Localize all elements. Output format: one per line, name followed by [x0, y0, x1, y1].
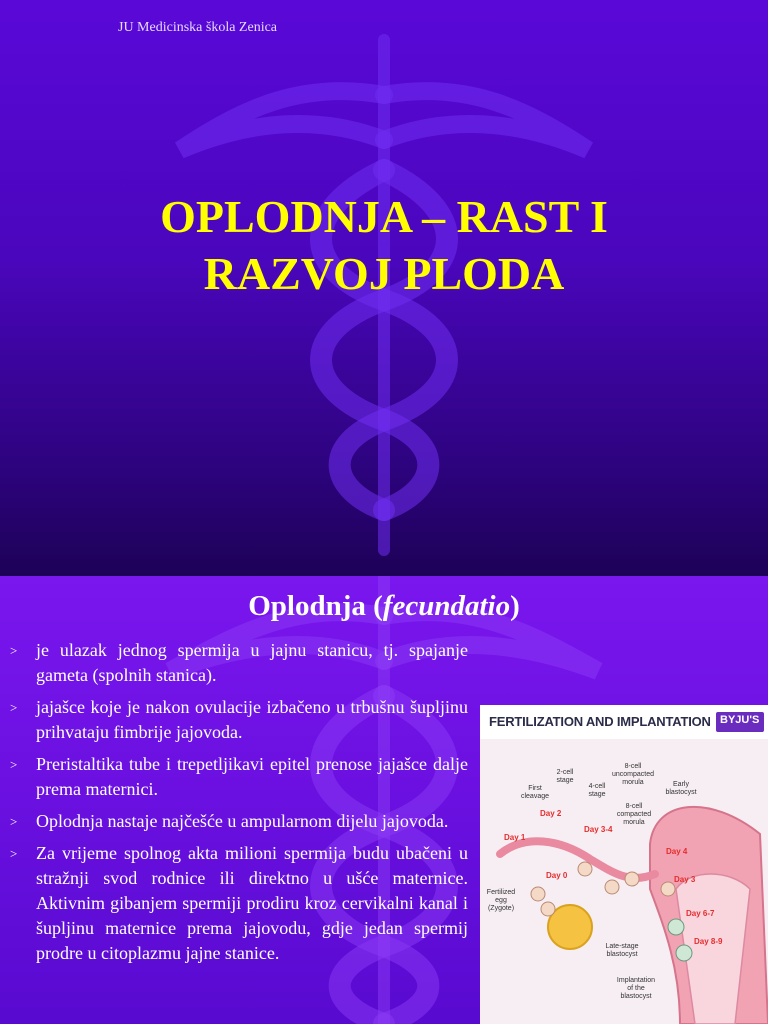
eight-compacted-label: 8-cell compacted morula [616, 803, 652, 826]
list-item [10, 638, 468, 688]
bullet-text: je ulazak jednog spermija u jajnu stanicu, tj. spajanje gameta (spolnih stanica). [36, 640, 468, 685]
day-89-label: Day 8-9 [694, 937, 723, 946]
bullet-text: Oplodnja nastaje najčešće u ampularnom dijelu jajovoda. [36, 811, 449, 831]
day-34-label: Day 3-4 [584, 825, 613, 834]
bullet-arrow-icon: > [10, 846, 18, 861]
slide-title [60, 188, 708, 302]
bullet-text: Za vrijeme spolnog akta milioni spermija budu ubačeni u stražnji svod rodnice ili direktno u ušće maternice. Aktivnim gibanjem spermiji prodiru kroz cervikalni kanal i šupljinu maternice prema jajovodu, gdje jedan spermij prodre u citoplazmu jajne stanice. [36, 843, 468, 963]
bullet-text: Preristaltika tube i trepetljikavi epitel prenose jajašce dalje prema maternici. [36, 754, 468, 799]
first-cleavage-label: First cleavage [520, 785, 550, 800]
title-line-2: RAZVOJ PLODA [203, 248, 565, 299]
four-cell-label: 4-cell stage [588, 783, 606, 798]
byjus-logo [716, 712, 764, 732]
list-item [10, 695, 468, 745]
school-name: JU Medicinska škola Zenica [118, 20, 278, 35]
list-item [10, 809, 468, 834]
figure-header [480, 705, 768, 739]
day-3-label: Day 3 [674, 875, 696, 884]
fertilized-egg-label: Fertilized egg (Zygote) [486, 889, 516, 912]
bullet-arrow-icon: > [10, 643, 18, 658]
day-1-label: Day 1 [504, 833, 526, 842]
eight-uncompacted-label: 8-cell uncompacted morula [611, 763, 655, 786]
day-2-label: Day 2 [540, 809, 562, 818]
list-item [10, 752, 468, 802]
day-4-label: Day 4 [666, 847, 688, 856]
title-line-1: OPLODNJA – RAST I [160, 191, 608, 242]
heading-main: Oplodnja ( [248, 590, 383, 622]
bullet-arrow-icon: > [10, 757, 18, 772]
figure-title: FERTILIZATION AND IMPLANTATION [489, 714, 711, 729]
late-blastocyst-label: Late-stage blastocyst [605, 943, 639, 958]
bullet-arrow-icon: > [10, 700, 18, 715]
day-67-label: Day 6-7 [686, 909, 715, 918]
heading-latin: fecundatio [382, 590, 511, 622]
bullet-list [10, 638, 468, 973]
fertilization-figure [480, 705, 768, 1024]
bullet-arrow-icon: > [10, 814, 18, 829]
day-0-label: Day 0 [546, 871, 568, 880]
logo-text: BYJU'S [720, 714, 760, 726]
implantation-label: Implantation of the blastocyst [616, 977, 656, 1000]
two-cell-label: 2-cell stage [556, 769, 574, 784]
list-item [10, 841, 468, 966]
bullet-text: jajašce koje je nakon ovulacije izbačeno u trbušnu šupljinu prihvataju fimbrije jajovoda. [36, 697, 468, 742]
early-blastocyst-label: Early blastocyst [665, 781, 697, 796]
heading-close: ) [510, 590, 520, 622]
section-heading [0, 590, 768, 623]
